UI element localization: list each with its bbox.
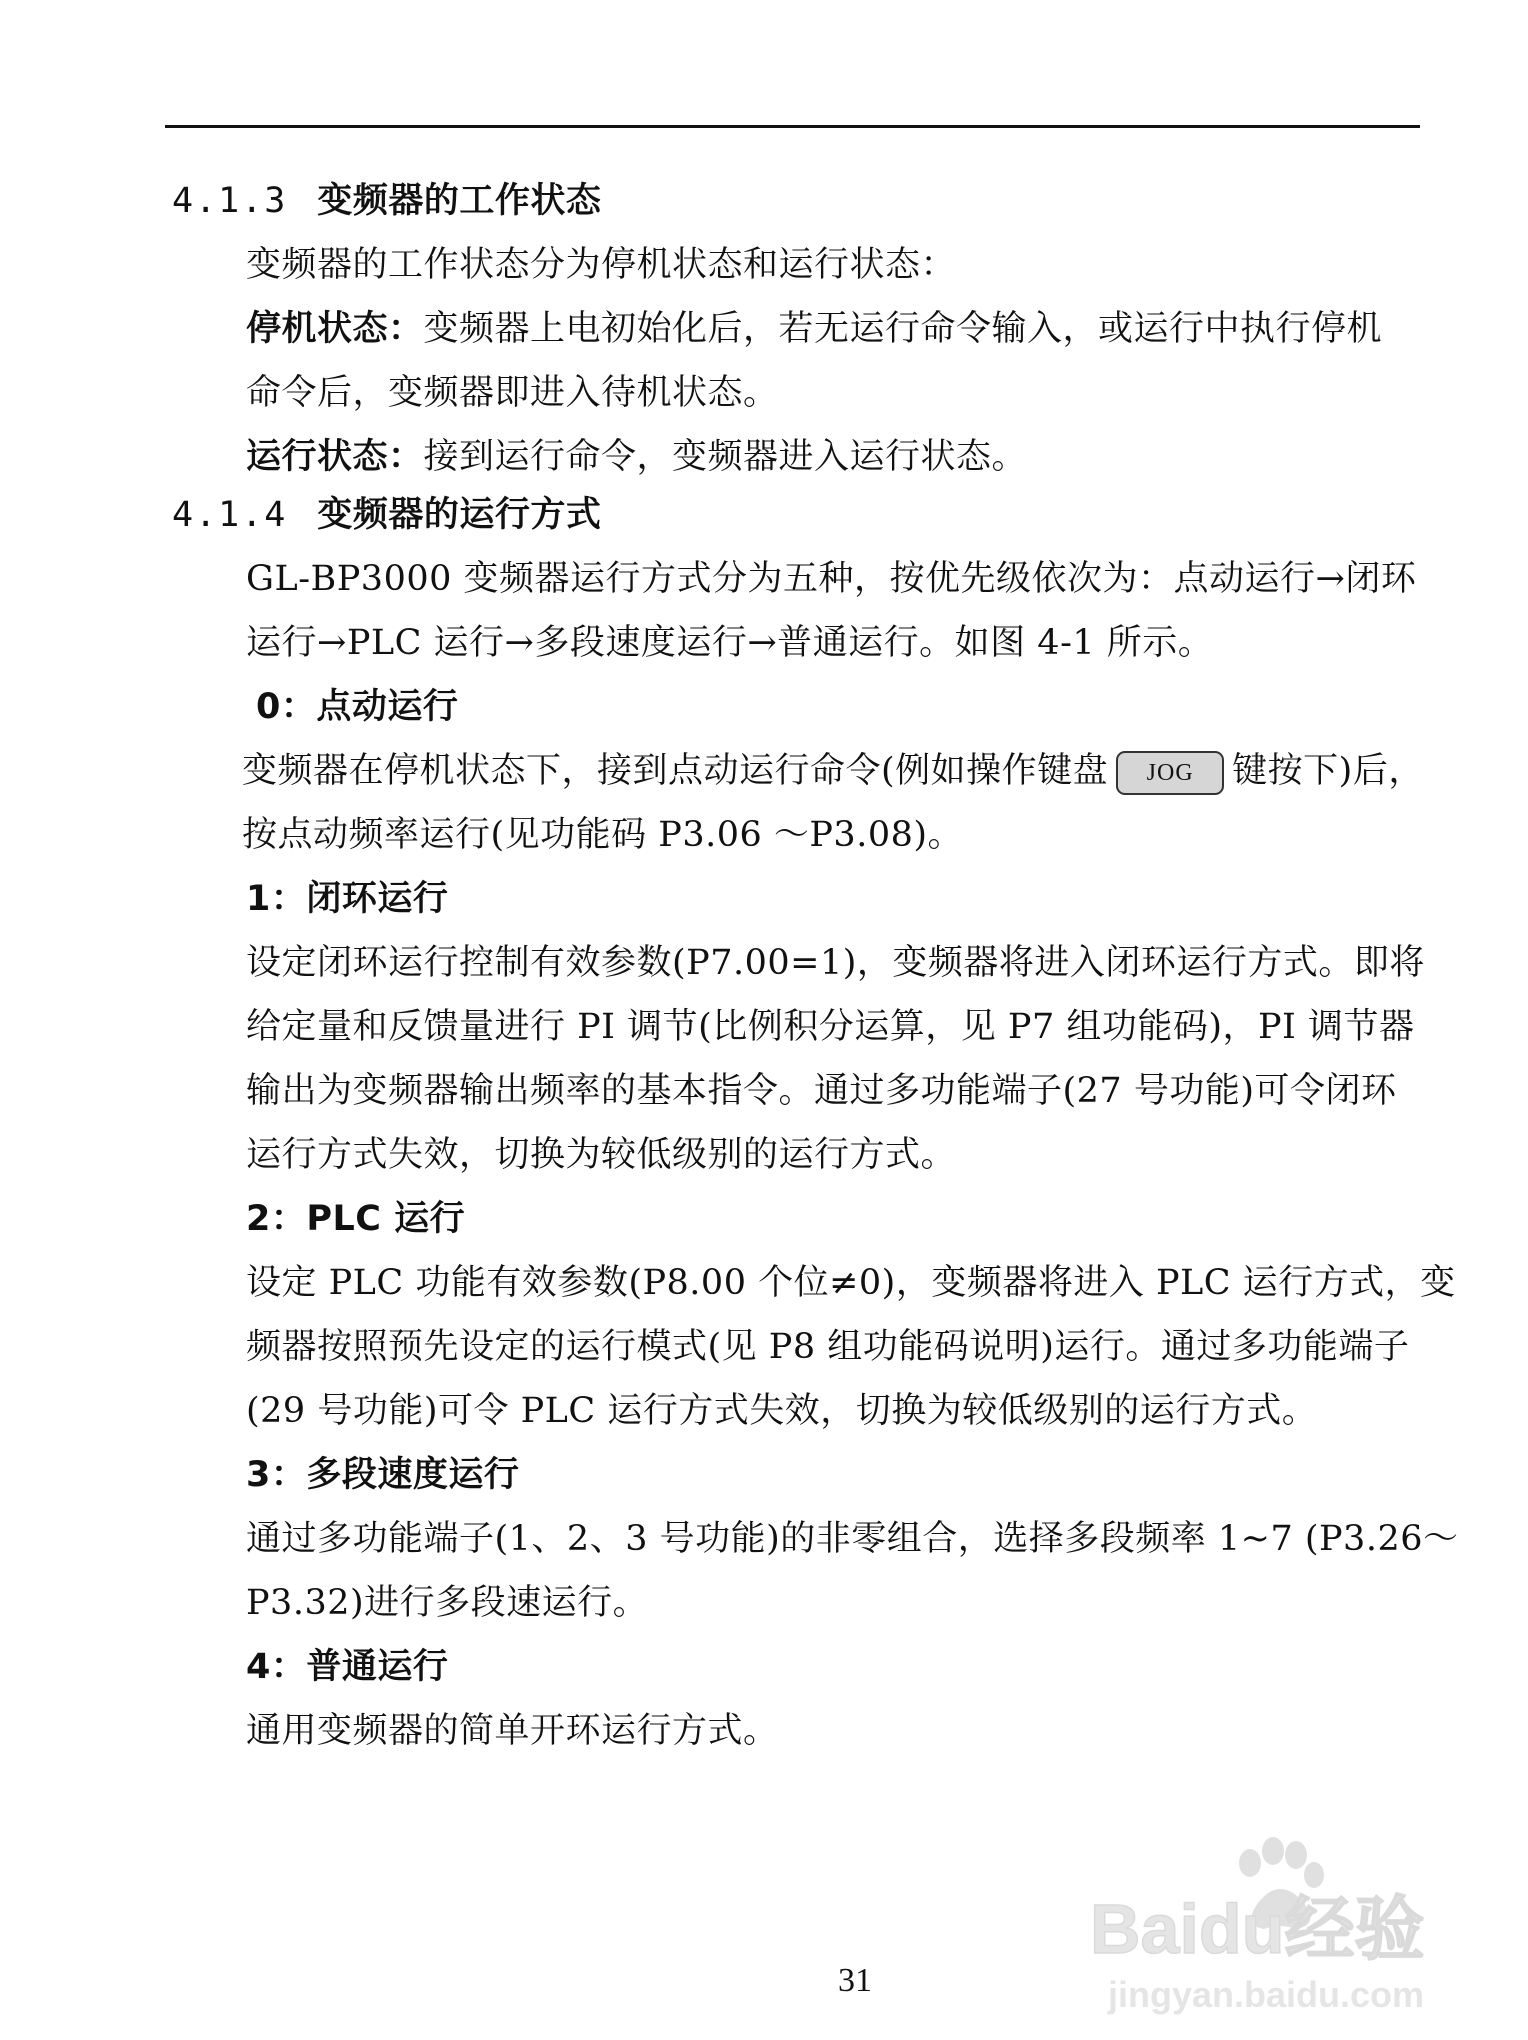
jog-key: JOG: [1116, 751, 1224, 795]
paragraph-line: 运行方式失效，切换为较低级别的运行方式。: [246, 1135, 957, 1175]
section-title: 变频器的工作状态: [317, 181, 602, 221]
section-number: 4.1.4: [172, 495, 288, 535]
watermark-url: jingyan.baidu.com: [1108, 1974, 1425, 2015]
paragraph-line: 设定 PLC 功能有效参数(P8.00 个位≠0)，变频器将进入 PLC 运行方式，变: [246, 1263, 1456, 1303]
paragraph-line: 命令后，变频器即进入待机状态。: [246, 373, 779, 413]
paragraph-line: 变频器的工作状态分为停机状态和运行状态：: [246, 245, 957, 285]
paragraph-line: 运行→PLC 运行→多段速度运行→普通运行。如图 4-1 所示。: [246, 623, 1214, 663]
mode-4-heading: 4：普通运行: [246, 1647, 449, 1687]
header-rule: [165, 125, 1420, 128]
paragraph-line: 通用变频器的简单开环运行方式。: [246, 1711, 779, 1751]
mode-0-text: 变频器在停机状态下，接到点动运行命令(例如操作键盘: [242, 751, 1109, 791]
paragraph-line: GL-BP3000 变频器运行方式分为五种，按优先级依次为：点动运行→闭环: [246, 559, 1417, 599]
run-state-label: 运行状态：: [246, 437, 424, 477]
paragraph-line: 按点动频率运行(见功能码 P3.06 ～P3.08)。: [242, 815, 964, 855]
paragraph-line: (29 号功能)可令 PLC 运行方式失效，切换为较低级别的运行方式。: [246, 1391, 1318, 1431]
paragraph-line: 给定量和反馈量进行 PI 调节(比例积分运算，见 P7 组功能码)，PI 调节器: [246, 1007, 1415, 1047]
watermark-brand: Baidu经验: [1090, 1890, 1425, 1968]
mode-3-heading: 3：多段速度运行: [246, 1455, 520, 1495]
section-title: 变频器的运行方式: [317, 495, 602, 535]
section-4-1-4-heading: [172, 492, 601, 538]
section-4-1-3-heading: [172, 178, 601, 224]
page-number: 31: [838, 1962, 872, 1999]
paragraph-line: 设定闭环运行控制有效参数(P7.00=1)，变频器将进入闭环运行方式。即将: [246, 943, 1425, 983]
paragraph-line: 输出为变频器输出频率的基本指令。通过多功能端子(27 号功能)可令闭环: [246, 1071, 1397, 1111]
mode-0-heading: 0：点动运行: [256, 687, 459, 727]
section-number: 4.1.3: [172, 181, 288, 221]
stop-state-label: 停机状态：: [246, 309, 424, 349]
paragraph-line: [246, 434, 1027, 480]
baidu-watermark: [1090, 1825, 1470, 2020]
mode-1-heading: 1：闭环运行: [246, 879, 449, 919]
paragraph-line: [246, 306, 1382, 352]
paragraph-line: [242, 748, 1424, 795]
paragraph-line: 频器按照预先设定的运行模式(见 P8 组功能码说明)运行。通过多功能端子: [246, 1327, 1410, 1367]
mode-0-text-tail: 键按下)后，: [1232, 751, 1424, 791]
mode-2-heading: 2：PLC 运行: [246, 1199, 466, 1239]
run-state-text: 接到运行命令，变频器进入运行状态。: [423, 437, 1028, 477]
paragraph-line: P3.32)进行多段速运行。: [246, 1583, 649, 1623]
stop-state-text: 变频器上电初始化后，若无运行命令输入，或运行中执行停机: [423, 309, 1383, 349]
paragraph-line: 通过多功能端子(1、2、3 号功能)的非零组合，选择多段频率 1~7 (P3.26～: [246, 1519, 1459, 1559]
